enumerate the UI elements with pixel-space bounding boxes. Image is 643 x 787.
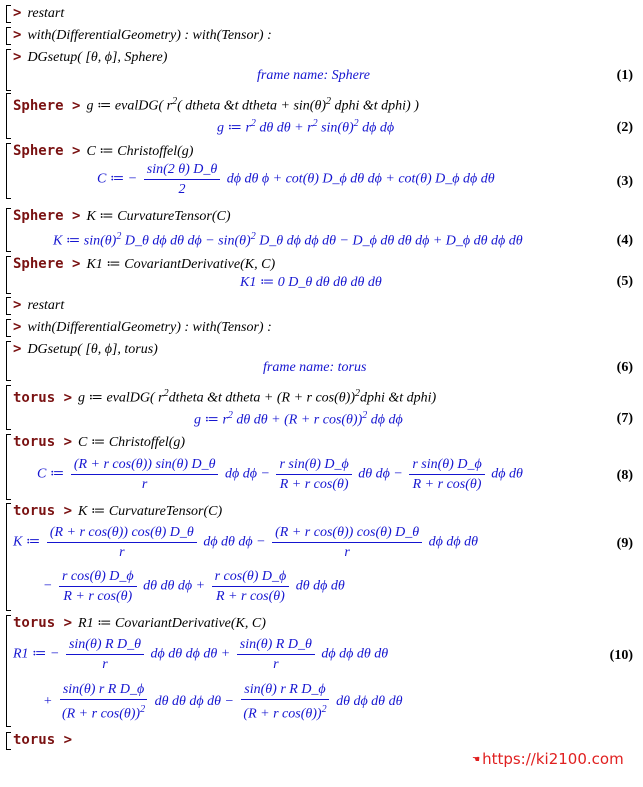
prompt: torus > — [13, 503, 73, 519]
command-text[interactable]: restart — [27, 298, 65, 313]
equation-label: (4) — [616, 233, 633, 248]
exponent: 2 — [312, 118, 318, 129]
fraction — [409, 456, 484, 493]
output-text: dϕ dϕ dθ — [428, 534, 479, 550]
equation-label: (6) — [616, 360, 633, 375]
fraction — [59, 568, 137, 605]
output-line — [194, 410, 403, 429]
exec-group-curvature-sphere[interactable] — [6, 208, 637, 252]
output-text: dϕ dϕ dθ dθ — [321, 646, 389, 662]
output-text: dθ dθ dϕ + — [143, 578, 206, 594]
exponent: 2 — [227, 410, 233, 421]
exec-group-with-2[interactable] — [6, 319, 637, 337]
prompt: Sphere > — [13, 208, 81, 224]
exec-group-christoffel-sphere[interactable] — [6, 143, 637, 199]
output-text: − — [43, 578, 53, 594]
fraction — [47, 524, 197, 561]
command-text[interactable]: ( dtheta &t dtheta + sin(θ) — [177, 98, 326, 114]
input-line[interactable] — [13, 434, 185, 451]
fraction — [144, 161, 221, 198]
fraction — [71, 456, 219, 493]
denominator — [59, 700, 148, 723]
output-line: K1 ≔ 0 D_θ dθ dθ dθ dθ — [240, 275, 382, 290]
numerator: sin(θ) R D_θ — [66, 636, 144, 655]
output-text: + — [43, 694, 53, 710]
output-text: dθ dϕ − — [358, 466, 403, 482]
input-line[interactable] — [13, 341, 158, 358]
command-text[interactable]: g ≔ evalDG( r — [78, 390, 164, 406]
denominator: r — [344, 545, 350, 560]
numerator: r cos(θ) D_ϕ — [212, 568, 290, 587]
equation-label: (5) — [616, 274, 633, 289]
output-text: g ≔ r — [194, 412, 228, 428]
output-line — [217, 118, 394, 137]
output-text: dθ dθ + (R + r cos(θ)) — [236, 412, 363, 428]
fraction — [272, 524, 422, 561]
exec-group-metric-sphere[interactable] — [6, 93, 637, 139]
exec-group-empty-prompt[interactable] — [6, 732, 637, 750]
output-line: frame name: torus — [263, 360, 367, 375]
exponent: 2 — [250, 231, 256, 242]
exec-group-covariant-torus[interactable] — [6, 615, 637, 727]
output-text: sin(θ) — [321, 120, 354, 136]
command-text[interactable]: g ≔ evalDG( r — [86, 98, 173, 114]
prompt: > — [13, 341, 22, 357]
input-line[interactable] — [13, 27, 272, 44]
red-hand-icon: ☚ — [472, 754, 481, 765]
exponent: 2 — [163, 388, 169, 399]
command-text[interactable]: dtheta &t dtheta + (R + r cos(θ)) — [168, 390, 355, 406]
exec-group-with-1[interactable] — [6, 27, 637, 45]
prompt: torus > — [13, 732, 73, 748]
output-line — [13, 524, 478, 561]
exec-group-covariant-sphere[interactable] — [6, 256, 637, 294]
output-text: K ≔ — [13, 534, 41, 550]
equation-label: (9) — [616, 536, 633, 551]
denominator: R + r cos(θ) — [412, 477, 482, 492]
numerator: (R + r cos(θ)) cos(θ) D_θ — [47, 524, 197, 543]
command-text[interactable]: K ≔ CurvatureTensor(C) — [86, 209, 231, 224]
output-text: C ≔ − — [97, 171, 138, 187]
output-line — [43, 681, 402, 723]
output-text: dϕ dθ — [491, 466, 523, 482]
watermark — [472, 750, 624, 768]
command-text[interactable]: C ≔ Christoffel(g) — [86, 144, 194, 159]
numerator: r sin(θ) D_ϕ — [276, 456, 351, 475]
input-line[interactable] — [13, 297, 64, 314]
command-text[interactable]: K1 ≔ CovariantDerivative(K, C) — [86, 257, 276, 272]
output-text: dϕ dϕ — [362, 120, 395, 136]
prompt: Sphere > — [13, 143, 81, 159]
equation-label: (1) — [616, 68, 633, 83]
fraction — [66, 636, 144, 673]
exponent: 2 — [172, 96, 178, 107]
numerator: sin(2 θ) D_θ — [144, 161, 221, 180]
prompt: torus > — [13, 615, 73, 631]
numerator: sin(θ) r R D_ϕ — [241, 681, 328, 700]
output-line — [53, 231, 523, 250]
output-text: D_θ dϕ dϕ dθ − D_ϕ dθ dθ dϕ + D_ϕ dθ dϕ dθ — [259, 233, 523, 249]
watermark-url: https://ki2100.com — [482, 750, 624, 768]
command-text[interactable]: with(DifferentialGeometry) : with(Tensor) : — [27, 28, 272, 43]
denominator: 2 — [178, 182, 186, 197]
prompt: > — [13, 5, 22, 21]
denominator: R + r cos(θ) — [279, 477, 349, 492]
input-line[interactable] — [13, 732, 78, 749]
input-line[interactable] — [13, 388, 436, 407]
output-line — [97, 161, 495, 198]
input-line[interactable] — [13, 319, 272, 336]
output-text: dθ dθ dϕ dθ − — [154, 694, 234, 710]
command-text[interactable]: K ≔ CurvatureTensor(C) — [78, 504, 223, 519]
denominator: R + r cos(θ) — [216, 589, 285, 604]
command-text[interactable]: DGsetup( [θ, ϕ], Sphere) — [27, 50, 168, 65]
fraction — [276, 456, 351, 493]
input-line[interactable] — [13, 143, 193, 160]
denominator: R + r cos(θ) — [63, 589, 133, 604]
numerator: (R + r cos(θ)) sin(θ) D_θ — [71, 456, 219, 475]
output-text: dϕ dϕ − — [224, 466, 270, 482]
input-line[interactable] — [13, 5, 64, 22]
output-line — [13, 636, 388, 673]
exec-group-christoffel-torus[interactable] — [6, 434, 637, 500]
numerator: (R + r cos(θ)) cos(θ) D_θ — [272, 524, 422, 543]
exec-group-restart-1[interactable] — [6, 5, 637, 23]
command-text[interactable]: with(DifferentialGeometry) : with(Tensor) : — [27, 320, 272, 335]
fraction — [237, 636, 315, 673]
equation-label: (10) — [609, 648, 633, 663]
output-line — [37, 456, 523, 493]
fraction — [240, 681, 329, 723]
input-line[interactable] — [13, 256, 275, 273]
exponent: 2 — [140, 704, 146, 715]
equation-label: (3) — [616, 174, 633, 189]
denominator: r — [141, 477, 148, 492]
fraction — [212, 568, 290, 605]
prompt: > — [13, 297, 22, 313]
output-line: frame name: Sphere — [257, 68, 371, 83]
output-text: g ≔ r — [217, 120, 251, 136]
exponent: 2 — [355, 388, 360, 399]
exec-group-restart-2[interactable] — [6, 297, 637, 315]
output-text: K ≔ sin(θ) — [53, 233, 117, 249]
output-text: R1 ≔ − — [13, 646, 60, 662]
prompt: Sphere > — [13, 256, 81, 272]
output-text: dθ dϕ dθ — [295, 578, 345, 594]
output-text: D_θ dϕ dθ dϕ − sin(θ) — [124, 233, 251, 249]
command-text[interactable]: R1 ≔ CovariantDerivative(K, C) — [78, 616, 266, 631]
prompt: Sphere > — [13, 97, 81, 114]
denominator-text: (R + r cos(θ)) — [61, 706, 141, 722]
command-text[interactable]: DGsetup( [θ, ϕ], torus) — [27, 342, 158, 357]
output-text: dϕ dϕ — [370, 412, 403, 428]
prompt: torus > — [13, 434, 73, 450]
command-text[interactable]: dphi &t dphi) ) — [334, 98, 419, 114]
exponent: 2 — [362, 410, 368, 421]
exec-group-metric-torus[interactable] — [6, 385, 637, 430]
prompt: > — [13, 49, 22, 65]
equation-label: (7) — [616, 411, 633, 426]
denominator — [240, 700, 329, 723]
denominator-text: (R + r cos(θ)) — [243, 706, 322, 722]
command-text[interactable]: C ≔ Christoffel(g) — [78, 435, 186, 450]
exponent: 2 — [353, 118, 359, 129]
input-line[interactable] — [13, 208, 231, 225]
equation-label: (8) — [616, 468, 633, 483]
output-text: dθ dϕ dθ dθ — [336, 694, 403, 710]
exec-group-curvature-torus[interactable] — [6, 503, 637, 611]
prompt: torus > — [13, 389, 73, 406]
exponent: 2 — [321, 704, 327, 715]
numerator: sin(θ) r R D_ϕ — [60, 681, 147, 700]
input-line[interactable] — [13, 615, 266, 632]
output-text: dϕ dθ dϕ dθ + — [150, 646, 231, 662]
command-text[interactable]: restart — [27, 6, 65, 21]
denominator: r — [102, 657, 108, 672]
equation-label: (2) — [616, 120, 633, 135]
denominator: r — [273, 657, 279, 672]
output-text: dϕ dθ ϕ + cot(θ) D_ϕ dθ dϕ + cot(θ) D_ϕ dϕ dθ — [226, 171, 495, 187]
prompt: > — [13, 319, 22, 335]
fraction — [59, 681, 148, 723]
numerator: sin(θ) R D_θ — [237, 636, 315, 655]
input-line[interactable] — [13, 96, 419, 115]
output-text: dθ dθ + r — [259, 120, 313, 136]
command-text[interactable]: dphi &t dphi) — [360, 390, 437, 406]
prompt: > — [13, 27, 22, 43]
exponent: 2 — [325, 96, 331, 107]
input-line[interactable] — [13, 49, 167, 66]
numerator: r sin(θ) D_ϕ — [409, 456, 484, 475]
exec-group-dgsetup-sphere[interactable] — [6, 49, 637, 91]
exec-group-dgsetup-torus[interactable] — [6, 341, 637, 381]
exponent: 2 — [116, 231, 122, 242]
output-text: dϕ dθ dϕ − — [203, 534, 266, 550]
denominator: r — [119, 545, 125, 560]
numerator: r cos(θ) D_ϕ — [59, 568, 137, 587]
output-text: C ≔ — [37, 466, 65, 482]
input-line[interactable] — [13, 503, 222, 520]
output-line — [43, 568, 345, 605]
exponent: 2 — [250, 118, 256, 129]
